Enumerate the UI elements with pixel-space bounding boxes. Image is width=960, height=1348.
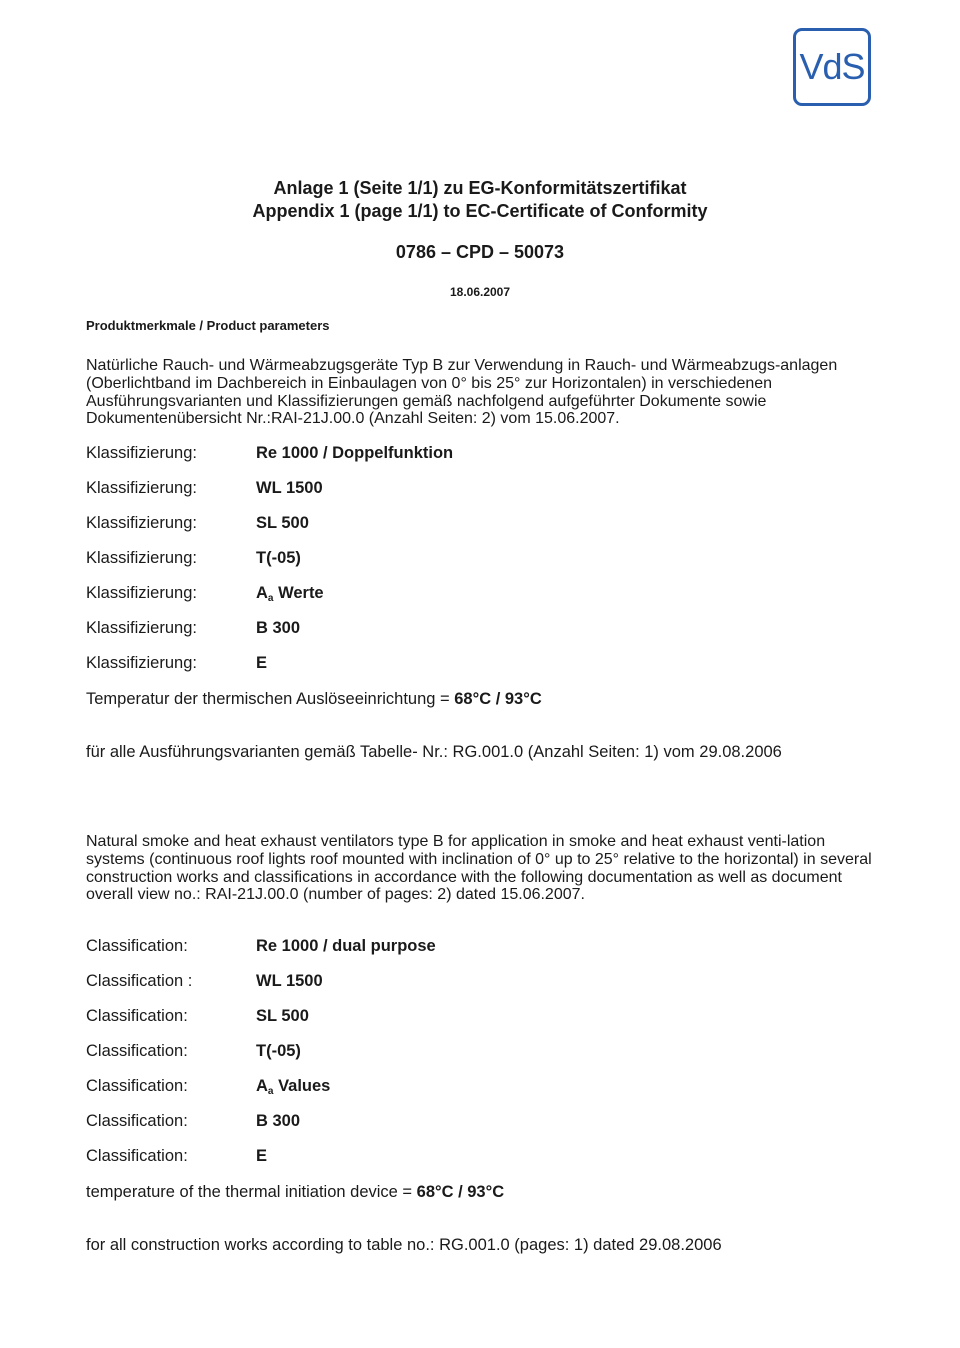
classification-label: Klassifizierung: [86,584,197,602]
german-temperature: Temperatur der thermischen Auslöseeinrichtung = 68°C / 93°C [86,690,542,708]
classification-value: E [256,1147,268,1165]
classification-label: Klassifizierung: [86,654,197,672]
classification-value: B 300 [256,1112,301,1130]
classification-value: $A_a$ Werte [256,584,324,604]
german-footer: für alle Ausführungsvarianten gemäß Tabelle- Nr.: RG.001.0 (Anzahl Seiten: 1) vom 29.08.2006 [86,743,782,761]
german-temperature-value: 68°C / 93°C [454,690,542,708]
classification-label: Klassifizierung: [86,514,197,532]
classification-value: T(-05) [256,1042,301,1060]
classification-label: Klassifizierung: [86,444,197,462]
classification-value: T(-05) [256,549,301,567]
classification-label: Classification: [86,1147,188,1165]
classification-label: Klassifizierung: [86,619,197,637]
classification-label: Classification : [86,972,193,990]
certificate-number: 0786 – CPD – 50073 [395,242,565,262]
classification-value: E [256,654,268,672]
classification-label: Classification: [86,1112,188,1130]
german-description: Natürliche Rauch- und Wärmeabzugsgeräte Typ B zur Verwendung in Rauch- und Wärmeabzugs-anlagen (Oberlichtband im Dachbereich in Einbaulagen von 0° bis 25° zur Horizontalen) in verschiedenen Ausführungsvarianten und Klassifizierungen gemäß nachfolgend aufgeführter Dokumente sowie Dokumentenübersicht Nr.:RAI-21J.00.0 (Anzahl Seiten: 2) vom 15.06.2007. [86,357,838,428]
classification-label: Klassifizierung: [86,549,197,567]
classification-label: Classification: [86,937,188,955]
english-temperature: temperature of the thermal initiation device = 68°C / 93°C [86,1183,505,1201]
classification-value: Re 1000 / Doppelfunktion [256,444,454,462]
product-parameters-heading: Produktmerkmale / Product parameters [86,318,330,333]
vds-logo [793,28,871,106]
title-english: Appendix 1 (page 1/1) to EC-Certificate of Conformity [252,201,708,221]
classification-label: Klassifizierung: [86,479,197,497]
classification-value: $A_a$ Values [256,1077,331,1097]
classification-value: SL 500 [256,514,309,532]
classification-label: Classification: [86,1007,188,1025]
classification-value: Re 1000 / dual purpose [256,937,436,955]
vds-logo-text: VdS [799,46,865,87]
classification-value: SL 500 [256,1007,309,1025]
classification-label: Classification: [86,1077,188,1095]
title-german: Anlage 1 (Seite 1/1) zu EG-Konformitätszertifikat [273,178,687,198]
english-temperature-value: 68°C / 93°C [416,1183,505,1201]
classification-label: Classification: [86,1042,188,1060]
english-footer: for all construction works according to table no.: RG.001.0 (pages: 1) dated 29.08.2006 [86,1236,722,1254]
certificate-date: 18.06.2007 [449,285,511,299]
english-description: Natural smoke and heat exhaust ventilators type B for application in smoke and heat exhaust venti-lation systems (continuous roof lights roof mounted with inclination of 0° up to 25° relative to the horizontal) in several construction works and classifications in accordance with the following documentation as well as document overall view no.: RAI-21J.00.0 (number of pages: 2) dated 15.06.2007. [86,833,872,904]
classification-value: B 300 [256,619,301,637]
classification-value: WL 1500 [256,972,323,990]
classification-value: WL 1500 [256,479,323,497]
